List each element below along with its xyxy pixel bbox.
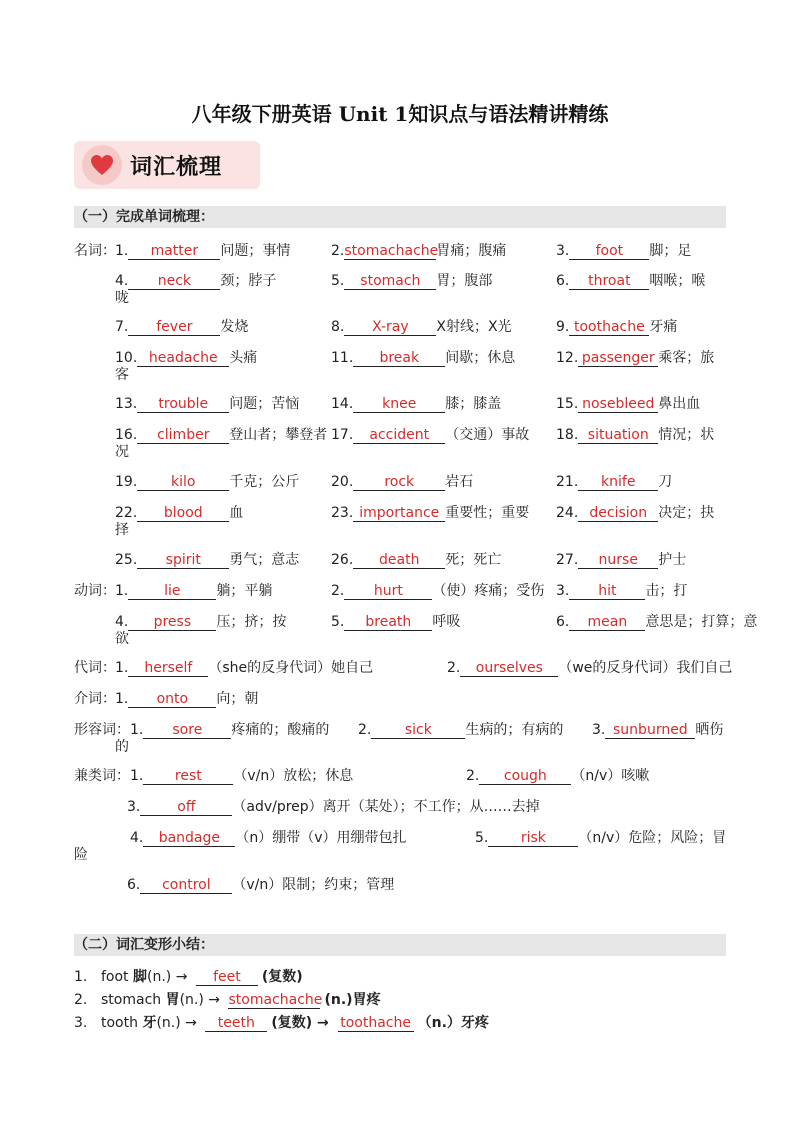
entry-number: 13.: [115, 396, 138, 412]
answer-blank: hit: [569, 583, 645, 600]
answer-blank: risk: [488, 830, 578, 847]
entry-meaning: 岩石: [445, 474, 474, 490]
entry-number: 3.: [592, 722, 606, 738]
answer-blank: throat: [569, 273, 649, 290]
entry-meaning: 头痛: [229, 350, 258, 366]
answer-blank: death: [353, 552, 445, 569]
entry-number: 22.: [115, 505, 138, 521]
answer-blank: onto: [128, 691, 216, 708]
form-pos: (n.) →: [156, 1015, 202, 1031]
entry-number: 14.: [331, 396, 354, 412]
form-word: tooth: [101, 1015, 143, 1031]
entry-number: 15.: [556, 396, 579, 412]
wrap-text: 择: [115, 522, 129, 538]
answer-blank: matter: [128, 243, 220, 260]
entry-meaning: 胃；腹部: [436, 273, 493, 289]
entry-meaning: （she的反身代词）她自己: [208, 660, 374, 676]
entry-number: 1.: [130, 768, 144, 784]
answer-blank: accident: [353, 427, 445, 444]
vocab-entry: [115, 316, 248, 336]
entry-number: 4.: [115, 614, 129, 630]
entry-meaning: 决定；抉: [658, 505, 715, 521]
entry-meaning: 呼吸: [432, 614, 461, 630]
vocab-entry: [127, 874, 394, 894]
heart-badge: [82, 145, 122, 185]
entry-meaning: 颈；脖子: [220, 273, 277, 289]
answer-blank: nosebleed: [578, 396, 658, 413]
form-row: [74, 989, 381, 1009]
vocab-entry: [331, 316, 512, 336]
entry-number: 24.: [556, 505, 579, 521]
vocab-entry: [592, 719, 723, 739]
answer-blank: kilo: [137, 474, 229, 491]
answer-blank: off: [140, 799, 232, 816]
entry-meaning: X射线；X光: [436, 319, 512, 335]
entry-meaning: 牙痛: [649, 319, 678, 335]
form-number: 1.: [74, 969, 88, 985]
vocab-entry: [115, 657, 373, 677]
vocab-entry: [331, 270, 492, 290]
entry-number: 5.: [331, 273, 345, 289]
entry-meaning: 咽喉；喉: [649, 273, 706, 289]
form-answer: toothache: [338, 1015, 414, 1032]
vocab-entry: [130, 765, 353, 785]
vocab-entry: [556, 549, 686, 569]
vocab-entry: [115, 611, 286, 631]
entry-number: 12.: [556, 350, 579, 366]
entry-number: 26.: [331, 552, 354, 568]
entry-number: 18.: [556, 427, 579, 443]
vocab-entry: [331, 580, 544, 600]
answer-blank: nurse: [578, 552, 658, 569]
answer-blank: herself: [128, 660, 208, 677]
vocab-banner: [74, 141, 260, 189]
vocab-entry: [447, 657, 732, 677]
answer-blank: control: [140, 877, 232, 894]
entry-meaning: （n/v）危险；风险；冒: [578, 830, 727, 846]
form-word-meaning: 脚: [133, 969, 147, 985]
form-answer: teeth: [205, 1015, 267, 1032]
entry-number: 2.: [447, 660, 461, 676]
vocab-entry: [556, 502, 714, 522]
entry-meaning: （n/v）咳嗽: [571, 768, 650, 784]
entry-meaning: 刀: [658, 474, 673, 490]
answer-blank: passenger: [578, 350, 658, 367]
answer-blank: spirit: [137, 552, 229, 569]
vocab-entry: [115, 471, 299, 491]
entry-number: 8.: [331, 319, 345, 335]
entry-number: 5.: [331, 614, 345, 630]
entry-number: 23.: [331, 505, 354, 521]
form-word: foot: [101, 969, 133, 985]
pos-label-multi: 兼类词：: [74, 768, 130, 784]
vocab-entry: [556, 240, 691, 260]
answer-blank: blood: [137, 505, 229, 522]
form-tag: (复数): [261, 969, 303, 985]
pos-label-noun: 名词：: [74, 243, 116, 259]
form-tag: (n.)胃疼: [324, 992, 381, 1008]
answer-blank: trouble: [137, 396, 229, 413]
wrap-text: 况: [115, 444, 129, 460]
pos-label-adj: 形容词：: [74, 722, 130, 738]
entry-meaning: 千克；公斤: [229, 474, 300, 490]
vocab-entry: [331, 347, 515, 367]
vocab-entry: [556, 471, 672, 491]
vocab-entry: [115, 393, 299, 413]
entry-number: 19.: [115, 474, 138, 490]
entry-meaning: 压；挤；按: [216, 614, 287, 630]
vocab-entry: [115, 347, 257, 367]
entry-number: 5.: [475, 830, 489, 846]
entry-number: 11.: [331, 350, 354, 366]
wrap-text: 的: [115, 739, 129, 755]
form-word: stomach: [101, 992, 166, 1008]
wrap-text: 客: [115, 367, 129, 383]
answer-blank: knee: [353, 396, 445, 413]
entry-meaning: （v/n）放松；休息: [233, 768, 354, 784]
pos-label-pron: 代词：: [74, 660, 116, 676]
answer-blank: importance: [353, 505, 445, 522]
entry-number: 6.: [127, 877, 141, 893]
entry-meaning: 疼痛的；酸痛的: [231, 722, 330, 738]
entry-meaning: 重要性；重要: [445, 505, 530, 521]
entry-number: 3.: [556, 583, 570, 599]
entry-number: 2.: [466, 768, 480, 784]
entry-meaning: 生病的；有病的: [465, 722, 564, 738]
answer-blank: stomachache: [344, 243, 439, 259]
vocab-entry: [556, 316, 677, 336]
answer-blank: decision: [578, 505, 658, 522]
entry-number: 9.: [556, 319, 570, 335]
answer-blank: fever: [128, 319, 220, 336]
vocab-entry: [130, 719, 329, 739]
form-number: 3.: [74, 1015, 88, 1031]
entry-number: 1.: [115, 243, 129, 259]
answer-blank: rock: [353, 474, 445, 491]
answer-blank: lie: [128, 583, 216, 600]
entry-meaning: 击；打: [645, 583, 688, 599]
entry-number: 2.: [358, 722, 372, 738]
vocab-entry: [331, 502, 529, 522]
form-word-meaning: 牙: [142, 1015, 157, 1031]
entry-number: 3.: [556, 243, 570, 259]
answer-blank: sunburned: [605, 722, 695, 739]
answer-blank: climber: [137, 427, 229, 444]
entry-number: 10.: [115, 350, 138, 366]
section-heading-vocab: （一）完成单词梳理：: [74, 206, 726, 228]
heart-icon: [90, 154, 114, 176]
entry-number: 17.: [331, 427, 354, 443]
entry-meaning: 问题；事情: [220, 243, 291, 259]
answer-blank: bandage: [143, 830, 235, 847]
entry-number: 3.: [127, 799, 141, 815]
vocab-entry: [331, 549, 501, 569]
answer-blank: knife: [578, 474, 658, 491]
entry-meaning: 躺；平躺: [216, 583, 273, 599]
vocab-entry: [127, 796, 540, 816]
entry-meaning: 血: [229, 505, 244, 521]
vocab-entry: [466, 765, 649, 785]
entry-meaning: 晒伤: [695, 722, 724, 738]
entry-meaning: 向；朝: [216, 691, 259, 707]
form-tag: (复数) →: [271, 1015, 334, 1031]
answer-blank: rest: [143, 768, 233, 785]
entry-number: 25.: [115, 552, 138, 568]
entry-meaning: 问题；苦恼: [229, 396, 300, 412]
entry-meaning: （adv/prep）离开（某处）；不工作；从……去掉: [232, 799, 540, 815]
entry-meaning: （v/n）限制；约束；管理: [232, 877, 395, 893]
section-heading-forms: （二）词汇变形小结：: [74, 934, 726, 956]
entry-meaning: 膝；膝盖: [445, 396, 502, 412]
form-pos: (n.) →: [147, 969, 192, 985]
entry-number: 21.: [556, 474, 579, 490]
entry-number: 16.: [115, 427, 138, 443]
entry-number: 1.: [130, 722, 144, 738]
entry-meaning: 鼻出血: [658, 396, 701, 412]
vocab-entry: [331, 240, 506, 260]
vocab-entry: [130, 827, 407, 847]
vocab-entry: [331, 471, 473, 491]
vocab-entry: [331, 611, 460, 631]
vocab-entry: [358, 719, 563, 739]
vocab-entry: [115, 580, 272, 600]
entry-meaning: 登山者；攀登者: [229, 427, 328, 443]
entry-number: 1.: [115, 583, 129, 599]
form-answer: stomachache: [228, 992, 323, 1008]
answer-blank: press: [128, 614, 216, 631]
entry-meaning: （交通）事故: [445, 427, 530, 443]
vocab-entry: [115, 549, 299, 569]
wrap-text: 欲: [115, 631, 129, 647]
wrap-text: 咙: [115, 290, 129, 306]
entry-meaning: 情况；状: [658, 427, 715, 443]
vocab-entry: [115, 240, 290, 260]
entry-meaning: 发烧: [220, 319, 249, 335]
vocab-entry: [475, 827, 726, 847]
entry-number: 6.: [556, 273, 570, 289]
form-tag: （n.）牙疼: [417, 1015, 489, 1031]
entry-number: 20.: [331, 474, 354, 490]
entry-meaning: 乘客；旅: [658, 350, 715, 366]
vocab-entry: [556, 393, 700, 413]
vocab-entry: [115, 688, 258, 708]
vocab-entry: [556, 270, 705, 290]
vocab-entry: [115, 270, 276, 290]
answer-blank: break: [353, 350, 445, 367]
answer-blank: hurt: [344, 583, 432, 600]
answer-blank: X-ray: [344, 319, 436, 336]
entry-meaning: 勇气；意志: [229, 552, 300, 568]
pos-label-verb: 动词：: [74, 583, 116, 599]
form-word-meaning: 胃: [165, 992, 180, 1008]
wrap-text: 险: [74, 847, 88, 863]
vocab-entry: [115, 502, 243, 522]
entry-meaning: （使）疼痛；受伤: [432, 583, 545, 599]
entry-meaning: 死；死亡: [445, 552, 502, 568]
entry-number: 6.: [556, 614, 570, 630]
entry-meaning: 意思是；打算；意: [645, 614, 758, 630]
entry-number: 27.: [556, 552, 579, 568]
answer-blank: toothache: [569, 319, 649, 336]
pos-label-prep: 介词：: [74, 691, 116, 707]
entry-meaning: （n）绷带（v）用绷带包扎: [235, 830, 407, 846]
entry-number: 1.: [115, 660, 129, 676]
answer-blank: neck: [128, 273, 220, 290]
entry-number: 4.: [115, 273, 129, 289]
vocab-entry: [556, 580, 687, 600]
answer-blank: mean: [569, 614, 645, 631]
form-row: [74, 1012, 489, 1032]
entry-meaning: 脚；足: [649, 243, 692, 259]
answer-blank: cough: [479, 768, 571, 785]
answer-blank: sick: [371, 722, 465, 739]
entry-number: 1.: [115, 691, 129, 707]
vocab-entry: [331, 424, 529, 444]
entry-meaning: （we的反身代词）我们自己: [558, 660, 733, 676]
entry-number: 2.: [331, 243, 345, 259]
form-pos: (n.) →: [179, 992, 225, 1008]
entry-meaning: 胃痛；腹痛: [436, 243, 507, 259]
vocab-entry: [556, 424, 714, 444]
answer-blank: headache: [137, 350, 229, 367]
form-number: 2.: [74, 992, 88, 1008]
entry-meaning: 间歇；休息: [445, 350, 516, 366]
form-row: [74, 966, 303, 986]
answer-blank: stomach: [344, 273, 436, 290]
vocab-entry: [556, 347, 714, 367]
answer-blank: foot: [569, 243, 649, 260]
page-title: 八年级下册英语 Unit 1知识点与语法精讲精练: [191, 102, 609, 126]
form-answer: feet: [196, 969, 258, 986]
entry-number: 4.: [130, 830, 144, 846]
answer-blank: situation: [578, 427, 658, 444]
answer-blank: sore: [143, 722, 231, 739]
entry-number: 2.: [331, 583, 345, 599]
entry-meaning: 护士: [658, 552, 687, 568]
entry-number: 7.: [115, 319, 129, 335]
vocab-entry: [331, 393, 501, 413]
vocab-entry: [115, 424, 327, 444]
answer-blank: breath: [344, 614, 432, 631]
banner-label: 词汇梳理: [130, 155, 223, 180]
vocab-entry: [556, 611, 757, 631]
answer-blank: ourselves: [460, 660, 558, 677]
